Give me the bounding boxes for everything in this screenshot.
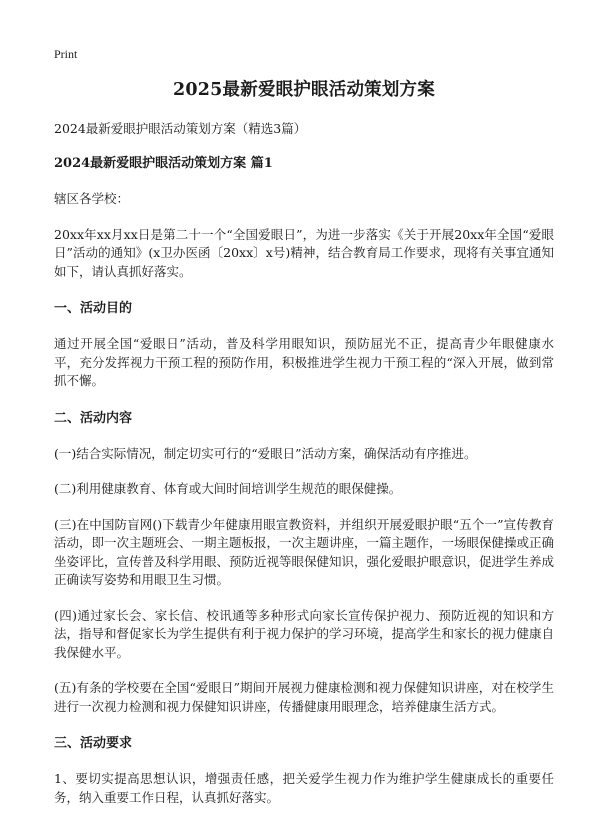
print-label: Print xyxy=(54,47,78,61)
paragraph: 1、要切实提高思想认识，增强责任感，把关爱学生视力作为维护学生健康成长的重要任务，纳入重要工作日程，认真抓好落实。 xyxy=(54,771,554,805)
section-title: 2024最新爱眼护眼活动策划方案 篇1 xyxy=(54,156,273,171)
heading-content: 二、活动内容 xyxy=(54,410,133,426)
document-body xyxy=(54,78,554,807)
paragraph: (二)利用健康教育、体育或大间时间培训学生规范的眼保健操。 xyxy=(54,481,402,496)
intro-paragraph: 20xx年xx月xx日是第二十一个“全国爱眼日”，为进一步落实《关于开展20xx年全国“爱眼日”活动的通知》(x卫办医函〔20xx〕x号)精神，结合教育局工作要求，现将有关事宜通知如下，请认真抓好落实。 xyxy=(54,226,554,279)
paragraph: (三)在中国防盲网()下载青少年健康用眼宣教资料，并组织开展爱眼护眼“五个一”宣传教育活动，即一次主题班会、一期主题板报，一次主题讲座，一篇主题作，一场眼保健操或正确坐姿评比，宣传普及科学用眼、预防近视等眼保健知识，强化爱眼护眼意识，促进学生养成正确读写姿势和用眼卫生习惯。 xyxy=(54,516,555,587)
paragraph: (五)有条的学校要在全国“爱眼日”期间开展视力健康检测和视力保健知识讲座，对在校学生进行一次视力检测和视力保健知识讲座，传播健康用眼理念，培养健康生活方式。 xyxy=(54,680,554,714)
paragraph: (一)结合实际情况，制定切实可行的“爱眼日”活动方案，确保活动有序推进。 xyxy=(54,445,477,461)
document-subtitle: 2024最新爱眼护眼活动策划方案（精选3篇） xyxy=(54,121,307,136)
paragraph: (四)通过家长会、家长信、校讯通等多种形式向家长宣传保护视力、预防近视的知识和方法，指导和督促家长为学生提供有利于视力保护的学习环境，提高学生和家长的视力健康自我保健水平。 xyxy=(54,607,555,660)
greeting: 辖区各学校： xyxy=(54,191,130,206)
heading-requirements: 三、活动要求 xyxy=(54,736,133,751)
heading-purpose: 一、活动目的 xyxy=(54,301,133,316)
paragraph: 通过开展全国“爱眼日”活动，普及科学用眼知识，预防屈光不正，提高青少年眼健康水平，充分发挥视力干预工程的预防作用，积极推进学生视力干预工程的“深入开展，做到常抓不懈。 xyxy=(54,336,554,388)
page-title: 2025最新爱眼护眼活动策划方案 xyxy=(173,80,435,100)
